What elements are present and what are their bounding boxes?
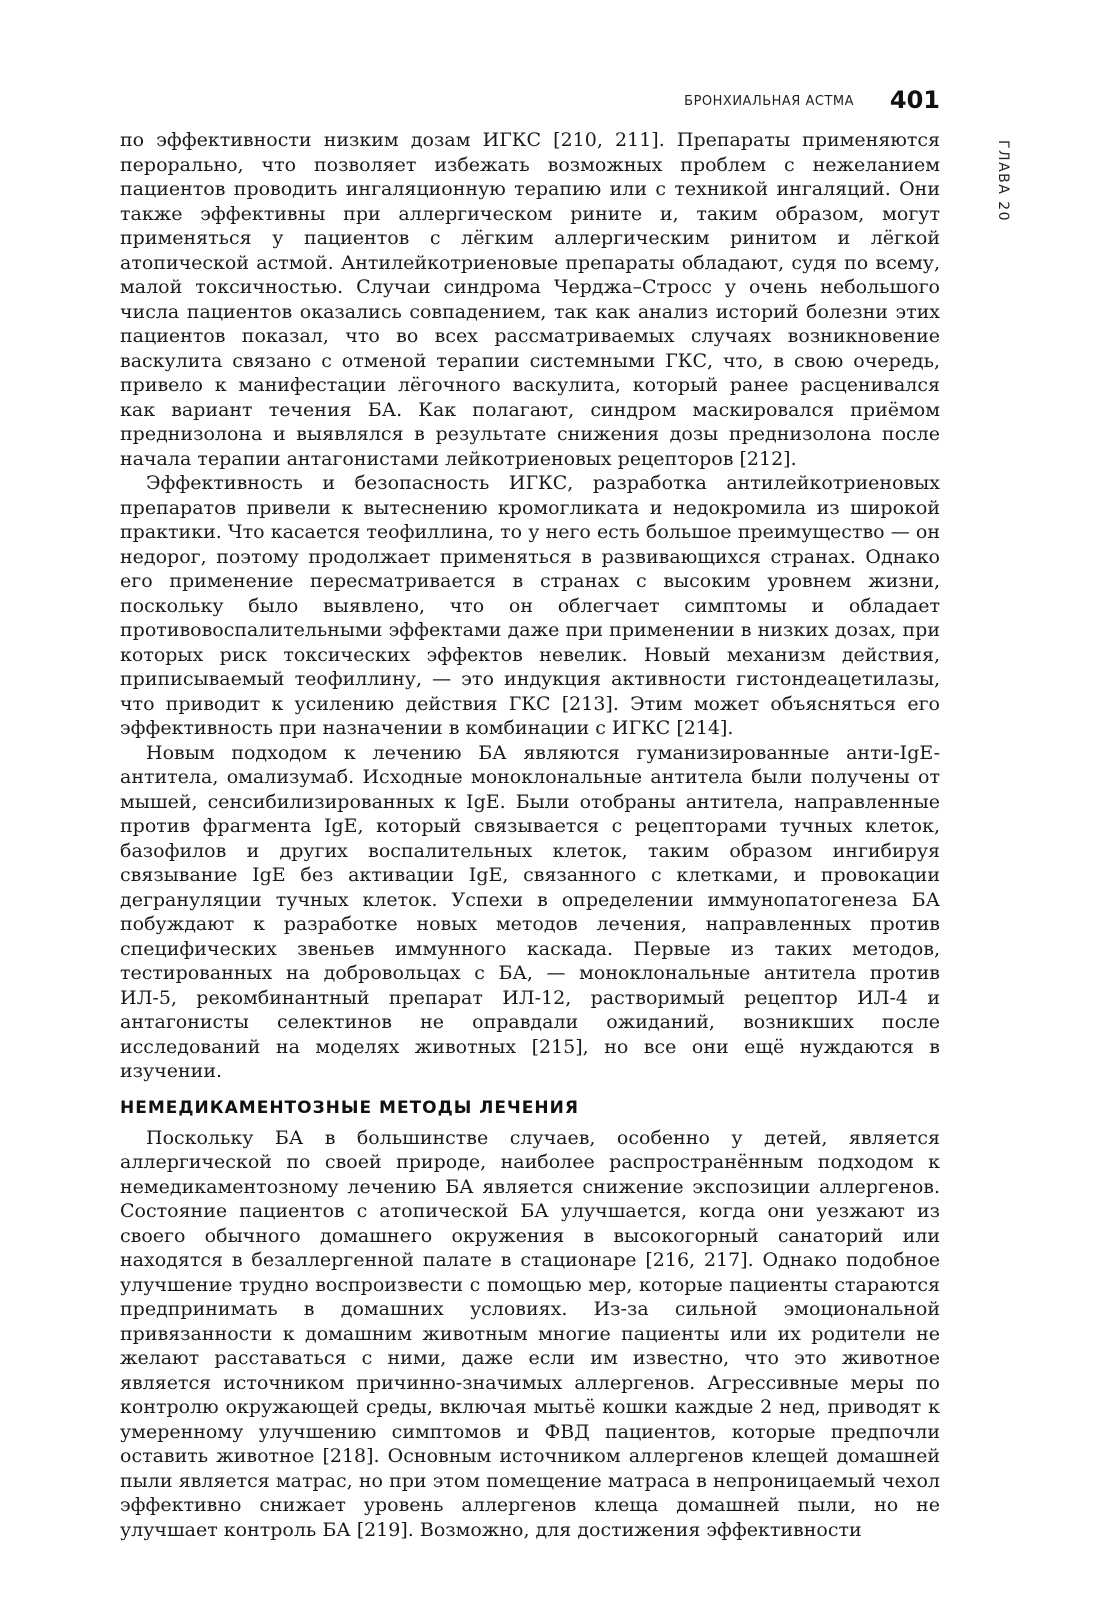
paragraph: Новым подходом к лечению БА являются гуманизированные анти-IgE-антитела, омализумаб. Исходные моноклональные антитела были получены от мышей, сенсибилизированных к IgE. Были отобраны антитела, направленные против фрагмента IgE, который связывается с рецепторами тучных клеток, базофилов и других воспалительных клеток, таким образом ингибируя связывание IgE без активации IgE, связанного с клетками, и провокации дегрануляции тучных клеток. Успехи в определении иммунопатогенеза БА побуждают к разработке новых методов лечения, направленных против специфических звеньев иммунного каскада. Первые из таких методов, тестированных на добровольцах с БА, — моноклональные антитела против ИЛ-5, рекомбинантный препарат ИЛ-12, растворимый рецептор ИЛ-4 и антагонисты селектинов не оправдали ожиданий, возникших после исследований на моделях животных [215], но все они ещё нуждаются в изучении. [120, 741, 940, 1082]
page-number: 401 [889, 86, 940, 114]
paragraph: по эффективности низким дозам ИГКС [210, 211]. Препараты применяются перорально, что позволяет избежать возможных проблем с нежеланием пациентов проводить ингаляционную терапию или с техникой ингаляций. Они также эффективны при аллергическом рините и, таким образом, могут применяться у пациентов с лёгким аллергическим ринитом и лёгкой атопической астмой. Антилейкотриеновые препараты обладают, судя по всему, малой токсичностью. Случаи синдрома Черджа–Стросс у очень небольшого числа пациентов оказались совпадением, так как анализ историй болезни этих пациентов показал, что во всех рассматриваемых случаях возникновение васкулита связано с отменой терапии системными ГКС, что, в свою очередь, привело к манифестации лёгочного васкулита, который ранее расценивался как вариант течения БА. Как полагают, синдром маскировался приёмом преднизолона и выявлялся в результате снижения дозы преднизолона после начала терапии антагонистами лейкотриеновых рецепторов [212]. [120, 129, 940, 470]
paragraph: Поскольку БА в большинстве случаев, особенно у детей, является аллергической по своей природе, наиболее распространённым подходом к немедикаментозному лечению БА является снижение экспозиции аллергенов. Состояние пациентов с атопической БА улучшается, когда они уезжают из своего обычного домашнего окружения в высокогорный санаторий или находятся в безаллергенной палате в стационаре [216, 217]. Однако подобное улучшение трудно воспроизвести с помощью мер, которые пациенты стараются предпринимать в домашних условиях. Из-за сильной эмоциональной привязанности к домашним животным многие пациенты или их родители не желают расставаться с ними, даже если им известно, что это животное является источником причинно-значимых аллергенов. Агрессивные меры по контролю окружающей среды, включая мытьё кошки каждые 2 нед, приводят к умеренному улучшению симптомов и ФВД пациентов, которые предпочли оставить животное [218]. Основным источником аллергенов клещей домашней пыли является матрас, но при этом помещение матраса в непроницаемый чехол эффективно снижает уровень аллергенов клеща домашней пыли, но не улучшает контроль БА [219]. Возможно, для достижения эффективности [120, 1126, 940, 1541]
section-heading: НЕМЕДИКАМЕНТОЗНЫЕ МЕТОДЫ ЛЕЧЕНИЯ [120, 1097, 579, 1118]
running-header [120, 86, 940, 126]
chapter-tab: ГЛАВА 20 [995, 140, 1011, 223]
page-body [120, 128, 940, 1542]
paragraph: Эффективность и безопасность ИГКС, разработка антилейкотриеновых препаратов привели к вытеснению кромогликата и недокромила из широкой практики. Что касается теофиллина, то у него есть большое преимущество — он недорог, поэтому продолжает применяться в развивающихся странах. Однако его применение пересматривается в странах с высоким уровнем жизни, поскольку было выявлено, что он облегчает симптомы и обладает противовоспалительными эффектами даже при применении в низких дозах, при которых риск токсических эффектов невелик. Новый механизм действия, приписываемый теофиллину, — это индукция активности гистондеацетилазы, что приводит к усилению действия ГКС [213]. Этим может объясняться его эффективность при назначении в комбинации с ИГКС [214]. [120, 472, 940, 739]
running-title: БРОНХИАЛЬНАЯ АСТМА [684, 94, 854, 109]
